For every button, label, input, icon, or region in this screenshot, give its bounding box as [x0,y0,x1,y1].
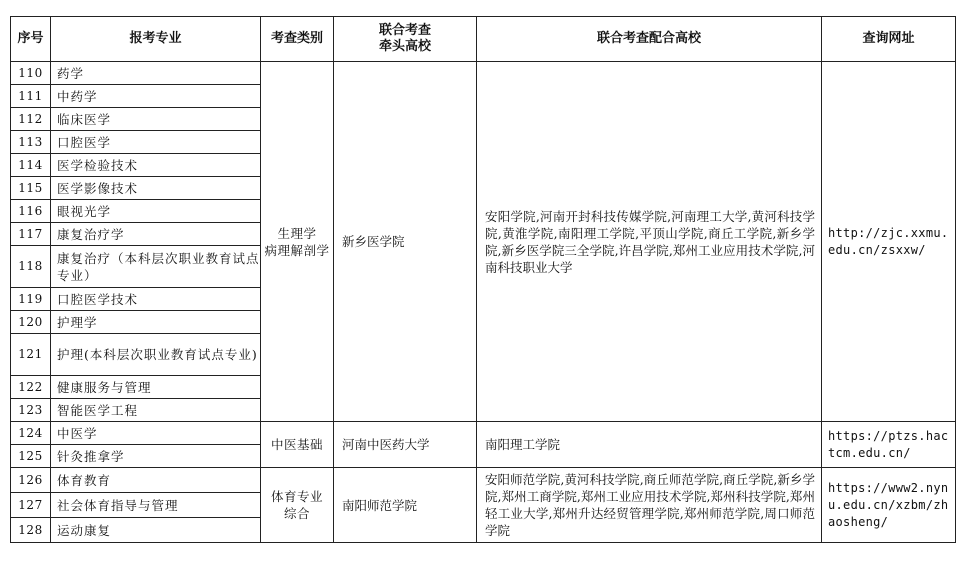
row-number: 126 [11,468,51,493]
group-query-url[interactable]: https://ptzs.hactcm.edu.cn/ [822,422,956,468]
header-index: 序号 [11,17,51,62]
row-major: 针灸推拿学 [51,445,261,468]
table-row [11,422,956,445]
table-row [11,468,956,493]
row-number: 128 [11,518,51,543]
row-major: 智能医学工程 [51,399,261,422]
header-category: 考查类别 [261,17,334,62]
row-major: 康复治疗（本科层次职业教育试点专业） [51,246,261,288]
row-number: 116 [11,200,51,223]
row-number: 112 [11,108,51,131]
row-number: 113 [11,131,51,154]
row-number: 114 [11,154,51,177]
group-category [261,62,334,422]
group-lead-university: 南阳师范学院 [334,468,477,543]
row-number: 124 [11,422,51,445]
row-major: 药学 [51,62,261,85]
row-number: 115 [11,177,51,200]
row-number: 110 [11,62,51,85]
group-query-url[interactable]: https://www2.nynu.edu.cn/xzbm/zhaosheng/ [822,468,956,543]
group-partner-universities: 安阳学院,河南开封科技传媒学院,河南理工大学,黄河科技学院,黄淮学院,南阳理工学院,平顶山学院,商丘工学院,新乡学院,新乡医学院三全学院,许昌学院,郑州工业应用技术学院,河南科技职业大学 [477,62,822,422]
row-major: 社会体育指导与管理 [51,493,261,518]
admission-table-container [10,16,956,543]
row-major: 医学检验技术 [51,154,261,177]
row-number: 123 [11,399,51,422]
row-number: 122 [11,376,51,399]
group-partner-universities: 南阳理工学院 [477,422,822,468]
row-major: 口腔医学 [51,131,261,154]
row-number: 117 [11,223,51,246]
group-category-line2: 综合 [283,506,310,521]
header-row [11,17,956,62]
group-category-line1: 体育专业 [270,489,323,504]
row-number: 111 [11,85,51,108]
row-major: 临床医学 [51,108,261,131]
row-major: 运动康复 [51,518,261,543]
row-number: 119 [11,288,51,311]
group-category-line2: 病理解剖学 [264,242,330,258]
row-major: 中医学 [51,422,261,445]
header-lead-university [334,17,477,62]
row-major: 眼视光学 [51,200,261,223]
row-major: 体育教育 [51,468,261,493]
row-number: 121 [11,334,51,376]
header-partner-universities: 联合考查配合高校 [477,17,822,62]
row-major: 护理学 [51,311,261,334]
group-query-url[interactable]: http://zjc.xxmu.edu.cn/zsxxw/ [822,62,956,422]
group-partner-universities: 安阳师范学院,黄河科技学院,商丘师范学院,商丘学院,新乡学院,郑州工商学院,郑州工业应用技术学院,郑州科技学院,郑州轻工业大学,郑州升达经贸管理学院,郑州师范学院,周口师范学院 [477,468,822,543]
row-number: 127 [11,493,51,518]
group-lead-university: 河南中医药大学 [334,422,477,468]
row-major: 医学影像技术 [51,177,261,200]
group-category: 中医基础 [261,422,334,468]
row-major: 口腔医学技术 [51,288,261,311]
table-row [11,62,956,85]
row-major: 健康服务与管理 [51,376,261,399]
header-major: 报考专业 [51,17,261,62]
header-lead-line2: 牵头高校 [378,39,431,54]
row-number: 125 [11,445,51,468]
row-major: 护理(本科层次职业教育试点专业) [51,334,261,376]
row-number: 120 [11,311,51,334]
row-number: 118 [11,246,51,288]
group-category-line1: 生理学 [277,225,317,241]
header-lead-line1: 联合考查 [378,23,431,38]
group-category [261,468,334,543]
row-major: 中药学 [51,85,261,108]
group-lead-university: 新乡医学院 [334,62,477,422]
header-query-url: 查询网址 [822,17,956,62]
admission-table [10,16,956,543]
row-major: 康复治疗学 [51,223,261,246]
